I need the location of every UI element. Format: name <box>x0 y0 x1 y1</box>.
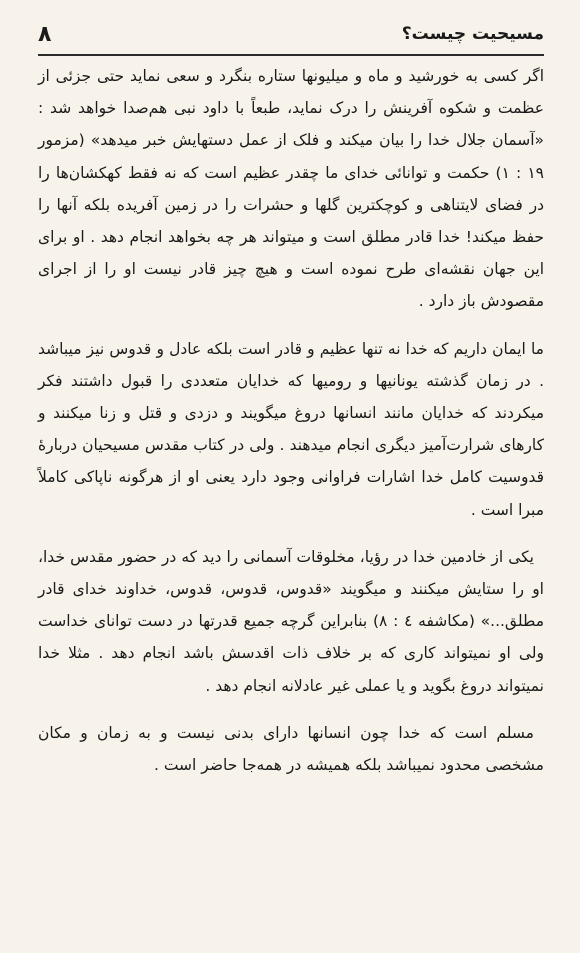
page-header <box>38 14 544 56</box>
running-title: مسیحیت چیست؟ <box>401 24 544 44</box>
paragraph-4: مسلم است که خدا چون انسانها دارای بدنی نیست و به زمان و مکان مشخصی محدود نمیباشد بلکه همیشه در همه‌جا حاضر است . <box>38 723 544 775</box>
body-text <box>38 60 544 781</box>
paragraph-3: یکی از خادمین خدا در رؤیا، مخلوقات آسمانی را دید که در حضور مقدس خدا، او را ستایش میکنند و میگویند «قدوس، قدوس، قدوس، خداوند خدای قادر مطلق...» (مکاشفه ٤ : ٨) بنابراین گرچه جمیع قدرتها در دست توانای خداست ولی او نمیتواند کاری که بر خلاف ذات اقدسش باشد انجام دهد . مثلا خدا نمیتواند دروغ بگوید و یا عملی غیر عادلانه انجام دهد . <box>38 547 545 695</box>
page-number: ٨ <box>38 21 52 47</box>
paragraph-1: اگر کسی به خورشید و ماه و میلیونها ستاره بنگرد و سعی نماید حتی جزئی از عظمت و شکوه آفرینش را درک نماید، طبعاً با داود نبی هم‌صدا خواهد شد : «آسمان جلال خدا را بیان میکند و فلک از عمل دستهایش خبر میدهد» (مزمور ١٩ : ١) حکمت و توانائی خدای ما چقدر عظیم است که نه فقط کهکشان‌ها را در فضای لایتناهی و کوچکترین گلها و حشرات را در زمین آفریده بلکه آنها را حفظ میکند! خدا قادر مطلق است و میتواند هر چه بخواهد انجام دهد . او برای این جهان نقشه‌ای طرح نموده است و هیچ چیز قادر نیست او را از اجرای مقصودش باز دارد . <box>38 67 544 311</box>
paragraph-2: ما ایمان داریم که خدا نه تنها عظیم و قادر است بلکه عادل و قدوس نیز میباشد . در زمان گذشته یونانیها و رومیها که خدایان متعددی را قبول داشتند فکر میکردند که خدایان مانند انسانها دروغ میگویند و دزدی و قتل و زنا میکنند و کارهای شرارت‌آمیز دیگری انجام میدهند . ولی در کتاب مقدس مسیحیان دربارهٔ قدوسیت کامل خدا اشارات فراوانی وجود دارد یعنی او از هرگونه ناپاکی کاملاً مبرا است . <box>38 339 544 519</box>
